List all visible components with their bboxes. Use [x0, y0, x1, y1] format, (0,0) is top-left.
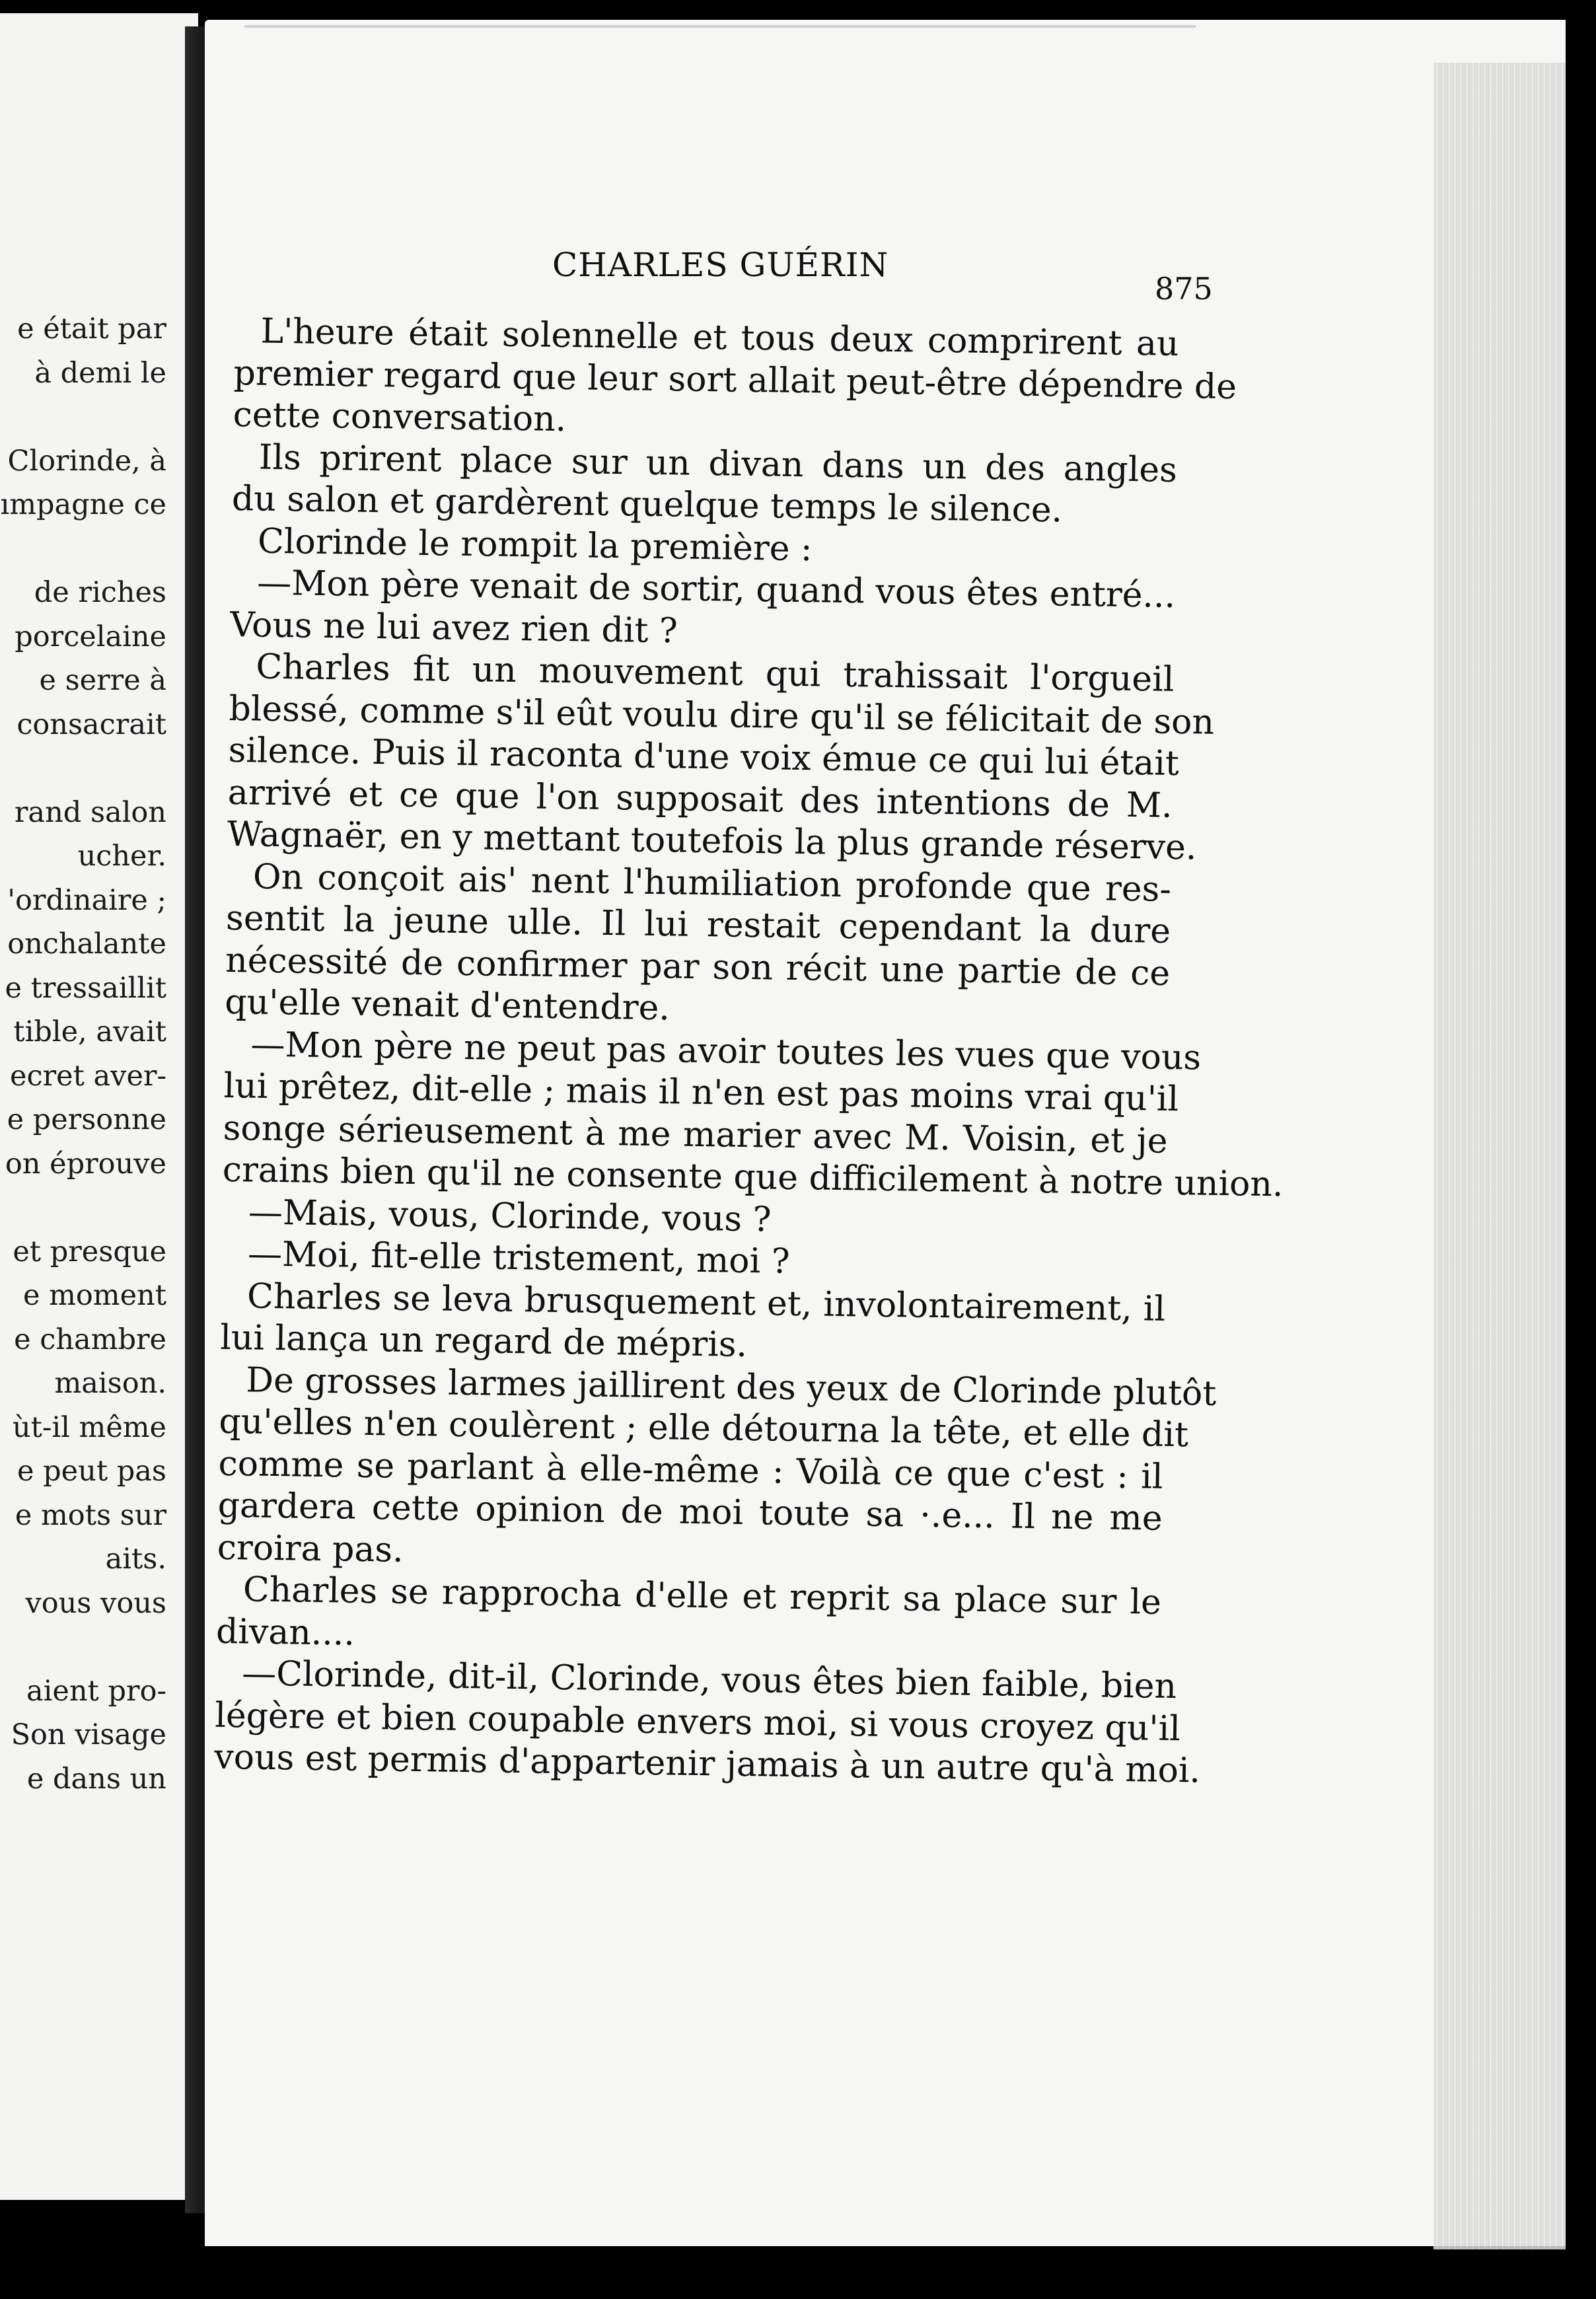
left-page-line: [0, 747, 166, 791]
left-page-line: e moment: [23, 1279, 166, 1312]
left-page-line: Clorinde, à: [7, 444, 166, 478]
left-page-line: ımpagne ce: [0, 488, 166, 521]
left-page-line: Son visage: [11, 1718, 166, 1751]
text-line: comme se parlant à elle-même : Voilà ce que c'est : il: [218, 1443, 1163, 1497]
running-title: CHARLES GUÉRIN: [552, 246, 889, 284]
text-line: lui prêtez, dit-elle ; mais il n'en est pas moins vrai qu'il: [223, 1066, 1179, 1120]
text-line: De grosses larmes jaillirent des yeux de Clorinde plutôt: [245, 1360, 1217, 1414]
left-page-line: tible, avait: [13, 1015, 166, 1048]
text-line: Clorinde le rompit la première :: [257, 521, 813, 569]
left-page-text: [0, 307, 166, 1801]
text-line: —Clorinde, dit-il, Clorinde, vous êtes bien faible, bien: [241, 1654, 1177, 1707]
left-page-line: porcelaine: [15, 620, 166, 653]
page-edges: [1433, 63, 1566, 2249]
left-page-line: vous vous: [25, 1586, 166, 1620]
text-line: qu'elles n'en coulèrent ; elle détourna la tête, et elle dit: [219, 1401, 1189, 1455]
left-page-line: consacrait: [17, 708, 166, 741]
text-line: croira pas.: [217, 1527, 404, 1570]
text-line: cette conversation.: [233, 394, 567, 440]
left-page-line: e dans un: [26, 1762, 166, 1796]
text-line: Vous ne lui avez rien dit ?: [229, 604, 678, 651]
text-line: lui lança un regard de mépris.: [219, 1317, 748, 1365]
left-page-line: e serre à: [39, 664, 166, 697]
left-page-line: e peut pas: [17, 1455, 166, 1488]
text-line: —Mon père ne peut pas avoir toutes les vues que vous: [250, 1024, 1202, 1078]
text-line: Wagnaër, en y mettant toutefois la plus grande réserve.: [227, 814, 1197, 868]
text-line: Ils prirent place sur un divan dans un des angles: [258, 437, 1178, 490]
text-line: L'heure était solennelle et tous deux comprirent au: [260, 311, 1179, 364]
text-line: blessé, comme s'il eût voulu dire qu'il se félicitait de son: [229, 688, 1215, 743]
text-line: arrivé et ce que l'on supposait des intentions de M.: [227, 772, 1173, 826]
text-line: premier regard que leur sort allait peut-être dépendre de: [233, 353, 1237, 407]
text-line: Charles se leva brusquement et, involontairement, il: [246, 1276, 1166, 1329]
left-page-line: et presque: [13, 1235, 166, 1268]
body-text: [214, 310, 1284, 1792]
left-page-line: onchalante: [7, 928, 166, 961]
left-page-line: ecret aver-: [10, 1059, 166, 1093]
text-line: On conçoit ais' nent l'humiliation profonde que res-: [252, 856, 1172, 910]
left-page-line: 'ordinaire ;: [7, 883, 166, 917]
left-page-line: aits.: [105, 1543, 166, 1576]
left-page-line: maison.: [54, 1367, 166, 1400]
text-line: —Mais, vous, Clorinde, vous ?: [248, 1192, 772, 1239]
text-line: légère et bien coupable envers moi, si vous croyez qu'il: [214, 1695, 1181, 1749]
text-line: songe sérieusement à me marier avec M. Voisin, et je: [223, 1108, 1169, 1161]
left-facing-page: [0, 13, 198, 2200]
text-line: sentit la jeune ulle. Il lui restait cependant la dure: [225, 898, 1171, 951]
text-line: —Moi, fit-elle tristement, moi ?: [247, 1234, 791, 1282]
text-line: Charles fit un mouvement qui trahissait l'orgueil: [256, 647, 1175, 700]
text-line: qu'elle venait d'entendre.: [224, 982, 671, 1029]
left-page-line: aient pro-: [26, 1674, 166, 1708]
left-page-line: rand salon: [14, 795, 166, 829]
left-page-line: de riches: [34, 576, 166, 609]
left-page-line: e était par: [17, 312, 166, 346]
text-line: silence. Puis il raconta d'une voix émue ce qui lui était: [228, 730, 1180, 784]
text-line: divan....: [215, 1611, 355, 1654]
text-line: vous est permis d'appartenir jamais à un autre qu'à moi.: [214, 1737, 1201, 1791]
left-page-line: on éprouve: [5, 1147, 166, 1181]
text-line: nécessité de confirmer par son récit une partie de ce: [225, 940, 1171, 994]
top-edge-rule: [244, 25, 1196, 28]
left-page-line: e personne: [7, 1103, 166, 1136]
text-line: gardera cette opinion de moi toute sa ·.e... Il ne me: [217, 1485, 1163, 1539]
left-page-line: e tressaillit: [5, 971, 166, 1005]
text-line: du salon et gardèrent quelque temps le silence.: [231, 478, 1063, 530]
left-page-line: e chambre: [14, 1323, 166, 1356]
left-page-line: [0, 395, 166, 439]
text-line: Charles se rapprocha d'elle et reprit sa place sur le: [242, 1570, 1162, 1623]
text-line: —Mon père venait de sortir, quand vous êtes entré...: [256, 563, 1176, 616]
left-page-line: e mots sur: [15, 1498, 166, 1532]
left-page-line: à demi le: [34, 356, 166, 390]
page-number: 875: [1155, 271, 1213, 307]
left-page-line: [0, 1186, 166, 1230]
left-page-line: [0, 1625, 166, 1669]
left-page-line: [0, 527, 166, 571]
left-page-line: ucher.: [77, 840, 166, 873]
text-line: crains bien qu'il ne consente que difficilement à notre union.: [222, 1150, 1284, 1205]
left-page-line: ùt-il même: [12, 1410, 166, 1444]
